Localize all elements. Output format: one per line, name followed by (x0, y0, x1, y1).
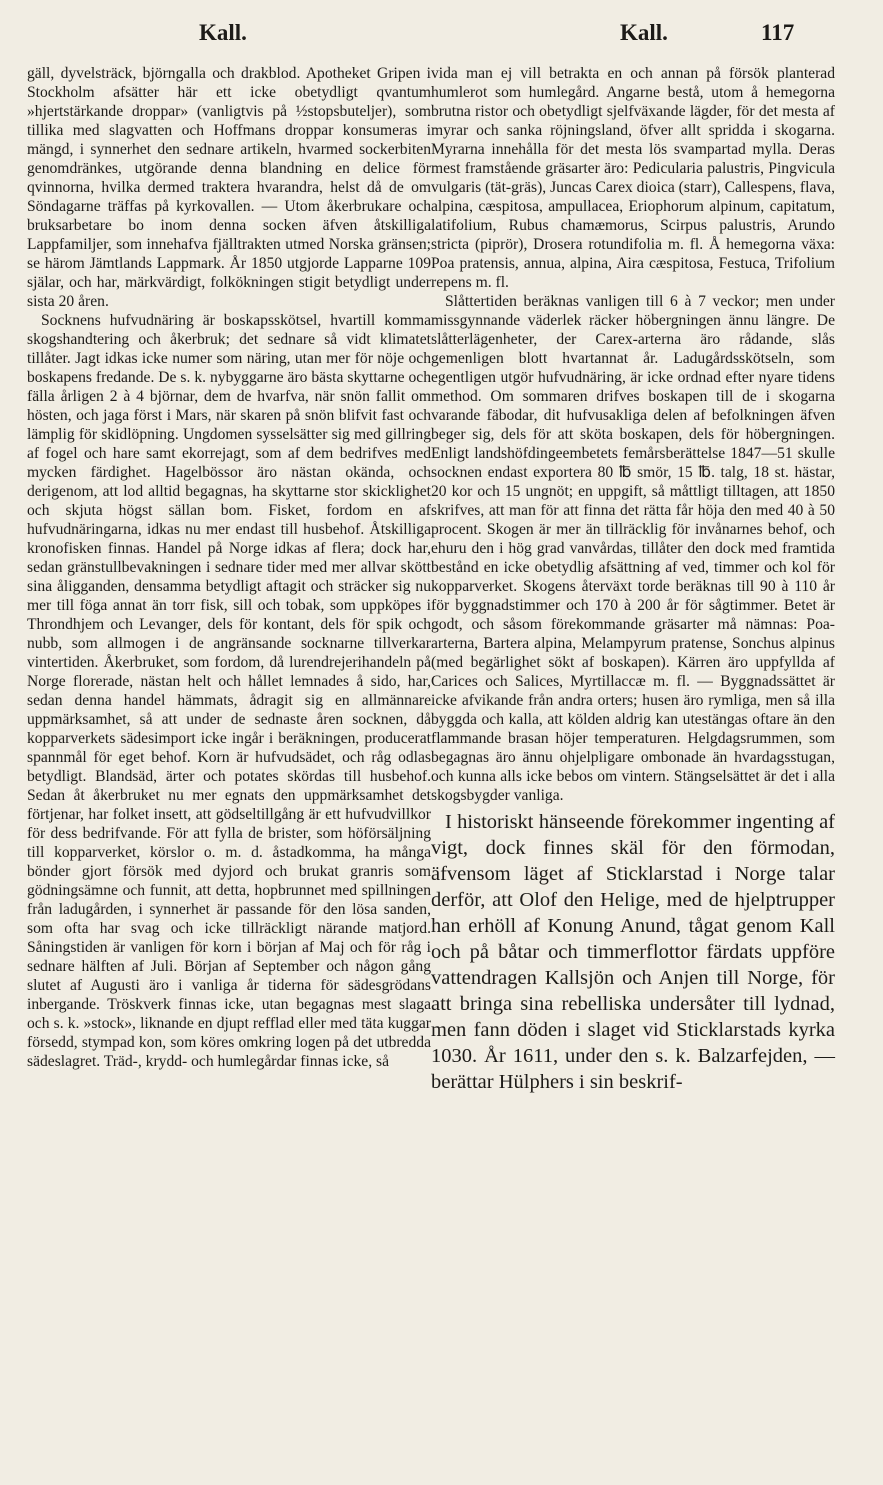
paragraph: vida man ej vill betrakta en och annan på försök planterad humlerot som humlegård. Angarne bestå, utom å hemegorna brutna ristor och obetydligt sjelfväxande lägder, för det mesta af myrar och sanka röjningsland, öfver allt spridda i skogarna. Myrarna innehålla för det mesta lös svampartad mylla. Deras mest framstående gräsarter äro: Pedicularia palustris, Pingvicula vulgaris (tät-gräs), Juncas Carex dioica (starr), Callespens, flava, alpina, cæspitosa, ampullacea, Eriophorum alpinum, capitatum, latifolium, Rubus chamæmorus, Scirpus palustris, Arundo stricta (piprör), Drosera rotundifolia m. fl. Å hemegorna växa: Poa pratensis, annua, alpina, Aira cæspitosa, Festuca, Trifolium repens m. fl. (431, 65, 835, 291)
header-left-title: Kall. (199, 20, 247, 45)
left-column (27, 64, 431, 1071)
paragraph: Slåttertiden beräknas vanligen till 6 à 7 veckor; men under missgynnande väderlek räcker höbergningen ännu längre. De slåtterlägenheter, der Carex-arterna äro rådande, slås gemenligen blott hvartannat år. Ladugårdsskötseln, som egentligen utgör hufvudnäring, är icke ordnad efter nyare tidens method. Om sommaren drifves boskapen till de i skogarna varande fäbodar, dit hufvusakliga delen af befolkningen äfven beger sig, dels för att sköta boskapen, dels för höbergningen. Enligt landshöfdingeembetets femårsberättelse 1847—51 skulle socknen endast exportera 80 ℔ smör, 15 ℔. talg, 18 st. hästar, 20 kor och 15 ungnöt; en uppgift, så måttligt tilltagen, att 1850 skrifves, att man för att finna det rätta får höja den med 40 à 50 procent. Skogen är mer än tillräcklig för invånarnes behof, och ehuru den i hög grad vanvårdas, tillåter den dock med framtida bestånd en icke obetydlig afsättning af ved, timmer och kol för kopparverket. Skogens återväxt torde beräknas till 90 à 110 år för byggnadstimmer och 170 à 200 år för sågtimmer. Betet är godt, och såsom förekommande gräsarter må nämnas: Poa-arterna, Bartera alpina, Melampyrum pratense, Sonchus alpinus (med begärlighet sökt af boskapen). Kärren äro uppfyllda af Carices och Salices, Myrtillaccæ m. fl. — Byggnadssättet är icke afvikande från andra orters; husen äro rymliga, men så illa byggda och kalla, att kölden aldrig kan utestängas oftare än den flammande brasan höjer temperaturen. Helgdagsrummen, som begagnas äro ännu ohjelpligare ombonade än hvardagsstugan, och kunna alls icke bebos om vintern. Stängselsättet är det i alla skogsbygder vanliga. (431, 293, 835, 804)
page-number: 117 (761, 20, 795, 45)
paragraph: gäll, dyvelsträck, björngalla och drakblod. Apotheket Gripen i Stockholm afsätter här ett icke obetydligt qvantum »hjertstärkande droppar» (vanligtvis på ½stopsbuteljer), som tillika med slagvatten och Hoffmans droppar konsumeras i mängd, i synnerhet den sednare artikeln, hvarmed sockerbiten genomdränkes, utgörande denna blandning en delice för qvinnorna, hvilka dermed traktera hvarandra, helst då de om Söndagarne träffas på kyrkovallen. — Utom åkerbrukare och bruksarbetare bo inom denna socken äfven åtskilliga Lappfamiljer, som innehafva fjälltrakten utmed Norska gränsen; se härom Jämtlands Lappmark. År 1850 utgjorde Lapparne 109 själar, och har, märkvärdigt, folkökningen stigit betydligt under sista 20 åren. (27, 65, 431, 310)
running-header (0, 20, 883, 54)
paragraph-large-print: I historiskt hänseende förekommer ingenting af vigt, dock finnes skäl för den förmodan, äfvensom läget af Sticklarstad i Norge talar derför, att Olof den Helige, med de hjelptrupper han erhöll af Konung Anund, tågat genom Kall och på båtar och timmerflottor färdats uppföre vattendragen Kallsjön och Anjen till Norge, för att bringa sina rebelliska undersåter till lydnad, men fann döden i slaget vid Sticklarstads kyrka 1030. År 1611, under den s. k. Balzarfejden, — berättar Hülphers i sin beskrif- (431, 811, 835, 1093)
header-center-title: Kall. (620, 20, 668, 45)
paragraph: Socknens hufvudnäring är boskapsskötsel, hvartill komma skogshandtering och åkerbruk; det sednare så vidt klimatet tillåter. Jagt idkas icke numer som näring, utan mer för nöje och boskapens fredande. De s. k. nybyggarne äro bästa skyttarne och fälla årligen 2 à 4 björnar, dem de hvarfva, när snön fallit om hösten, och jaga först i Mars, när skaren på snön blifvit fast och lämplig för skidlöpning. Ungdomen sysselsätter sig med gillring af fogel och hare samt ekorrejagt, som af dem bedrifves med mycken färdighet. Hagelbössor äro nästan okända, och derigenom, att lod alltid begagnas, ha skyttarne stor skicklighet och skjuta högst sällan bom. Fisket, fordom en af hufvudnäringarna, idkas nu mer endast till husbehof. Åtskilliga kronofisken finnas. Handel på Norge idkas af flera; dock har, sedan gränstullbevakningen i sednare tider med mer allvar skött sina åligganden, densamma betydligt aftagit och sträcker sig nu mer till föga annat än torr fisk, sill och tobak, som uppköpes i Throndhjem och Levanger, dels för kontant, dels för spik och nubb, som allmogen i de angränsande socknarne tillverkar vintertiden. Åkerbruket, som fordom, då lurendrejerihandeln på Norge florerade, nästan helt och hållet lemnades å sido, har, sedan denna handel hämmats, ådragit sig en allmännare uppmärksamhet, så att under de sednaste åren socknen, då kopparverkets sädesimport icke ingår i beräkningen, producerat spannmål för eget behof. Korn är hufvudsädet, och råg odlas betydligt. Blandsäd, ärter och potates skördas till husbehof. Sedan åt åkerbruket nu mer egnats den uppmärksamhet det förtjenar, har folket insett, att gödseltillgång är ett hufvudvillkor för dess bedrifvande. För att fylla de brister, som höförsäljning till kopparverket, körslor o. m. d. åstadkomma, ha många bönder gjort försök med dyjord och brukat granris som gödningsämne och funnit, att detta, hopbrunnet med spillningen från ladugården, i synnerhet är passande för den lösa sanden, som ofta har svag och icke tillräckligt närande matjord. Såningstiden är vanligen för korn i början af Maj och för råg i sednare hälften af Juli. Början af September och någon gång slutet af Augusti äro i vanliga år tiderna för sädesgrödans inbergande. Tröskverk finnas icke, utan begagnas mest slaga och s. k. »stock», liknande en djupt refflad eller med täta kuggar försedd, stympad kon, som köres omkring logen på det utbredda sädeslagret. Träd-, krydd- och humlegårdar finnas icke, så (27, 312, 431, 1070)
right-column (431, 64, 835, 1095)
